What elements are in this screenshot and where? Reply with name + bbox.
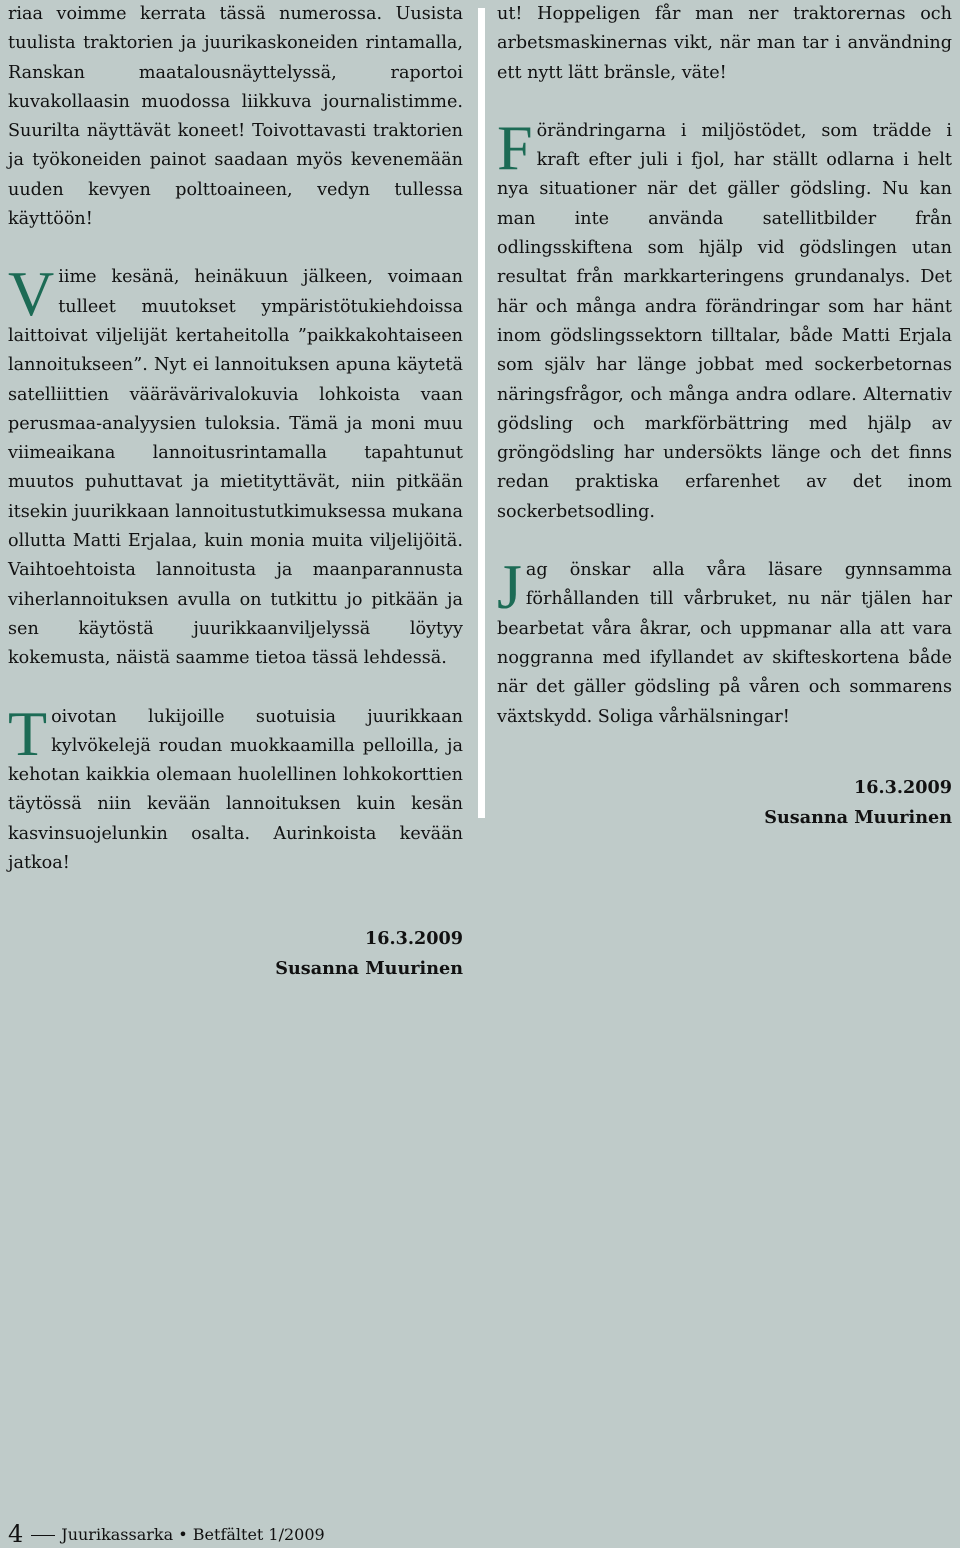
fi-paragraph-2-text: iime kesänä, heinäkuun jälkeen, voimaan tulleet muutokset ympäristötukiehdoissa laittoivat viljelijät kertaheitolla ”paikkakohtaiseen lannoitukseen”. Nyt ei lannoituksen apuna käytetä satelliittien väärävärivalokuvia lohkoista vaan perusmaa-analyysien tuloksia. Tämä ja moni muu viimeaikana lannoitusrintamalla tapahtunut muutos puhuttavat ja mietityttävät, niin pitkään itsekin juurikkaan lannoitustutkimuksessa mukana ollutta Matti Erjalaa, kuin monia muita viljelijöitä. Vaihtoehtoista lannoitusta ja maanparannusta viherlannoituksen avulla on tutkittu jo pitkään ja sen käytöstä juurikkaanviljelyssä löytyy kokemusta, näistä saamme tietoa tässä lehdessä. bbox=[8, 267, 463, 669]
page-number: 4 bbox=[8, 1520, 24, 1548]
sv-paragraph-2-text: örändringarna i miljöstödet, som trädde i kraft efter juli i fjol, har ställt odlarna i helt nya situationer när det gäller gödsling. Nu kan man inte använda satellitbilder från odlingsskiftena som hjälp vid gödslingen utan resultat från markkarteringens grundanalys. Det här och många andra förändringar som har hänt inom gödslingssektorn tilltalar, både Matti Erjala som själv har länge jobbat med sockerbetornas näringsfrågor, och många andra odlare. Alternativ gödsling och markförbättring med hjälp av gröngödsling har undersökts länge och det finns redan praktiska erfarenhet av det inom sockerbetsodling. bbox=[497, 120, 952, 522]
fi-dropcap-t: T bbox=[8, 697, 48, 769]
sv-signature bbox=[497, 773, 952, 833]
sv-paragraph-3-text: ag önskar alla våra läsare gynnsamma förhållanden till vårbruket, nu när tjälen har bearbetat våra åkrar, och uppmanar alla att vara noggranna med ifyllandet av skifteskortena både när det gäller gödsling på våren och sommarens växtskydd. Soliga vårhälsningar! bbox=[497, 560, 952, 727]
sv-paragraph-2 bbox=[497, 111, 952, 527]
fi-dropcap-v: V bbox=[8, 258, 55, 330]
fi-paragraph-1: riaa voimme kerrata tässä numerossa. Uusista tuulista traktorien ja juurikaskoneiden rintamalla, Ranskan maatalousnäyttelyssä, raportoi kuvakollaasin muodossa liikkuva journalistimme. Suurilta näyttävät koneet! Toivottavasti traktorien ja työkoneiden painot saadaan myös kevenemään uuden kevyen polttoaineen, vedyn tullessa käyttöön! bbox=[8, 4, 463, 230]
swedish-column bbox=[497, 0, 952, 833]
footer-bullet: • bbox=[178, 1525, 188, 1544]
fi-paragraph-2 bbox=[8, 258, 463, 673]
fi-signature bbox=[8, 924, 463, 984]
footer-issue: Betfältet 1/2009 bbox=[192, 1525, 325, 1544]
footer-publication: Juurikassarka bbox=[61, 1525, 174, 1544]
fi-signature-date: 16.3.2009 bbox=[365, 928, 463, 950]
finnish-column bbox=[8, 0, 463, 984]
sv-signature-date: 16.3.2009 bbox=[854, 776, 952, 798]
sv-signature-author: Susanna Muurinen bbox=[764, 806, 952, 828]
sv-paragraph-3 bbox=[497, 551, 952, 732]
fi-paragraph-3 bbox=[8, 697, 463, 879]
fi-paragraph-3-text: oivotan lukijoille suotuisia juurikkaan kylvökelejä roudan muokkaamilla pelloilla, ja kehotan kaikkia olemaan huolellinen lohkokorttien täytössä niin kevään lannoituksen kuin kesän kasvinsuojelunkin osalta. Aurinkoista kevään jatkoa! bbox=[8, 706, 463, 874]
column-divider bbox=[478, 8, 485, 818]
footer-dash bbox=[31, 1535, 55, 1536]
sv-dropcap-j: J bbox=[497, 551, 522, 623]
page-footer bbox=[8, 1520, 325, 1548]
sv-dropcap-f: F bbox=[497, 111, 533, 183]
sv-paragraph-1: ut! Hoppeligen får man ner traktorernas och arbetsmaskinernas vikt, när man tar i användning ett nytt lätt bränsle, väte! bbox=[497, 4, 952, 83]
fi-signature-author: Susanna Muurinen bbox=[275, 958, 463, 980]
